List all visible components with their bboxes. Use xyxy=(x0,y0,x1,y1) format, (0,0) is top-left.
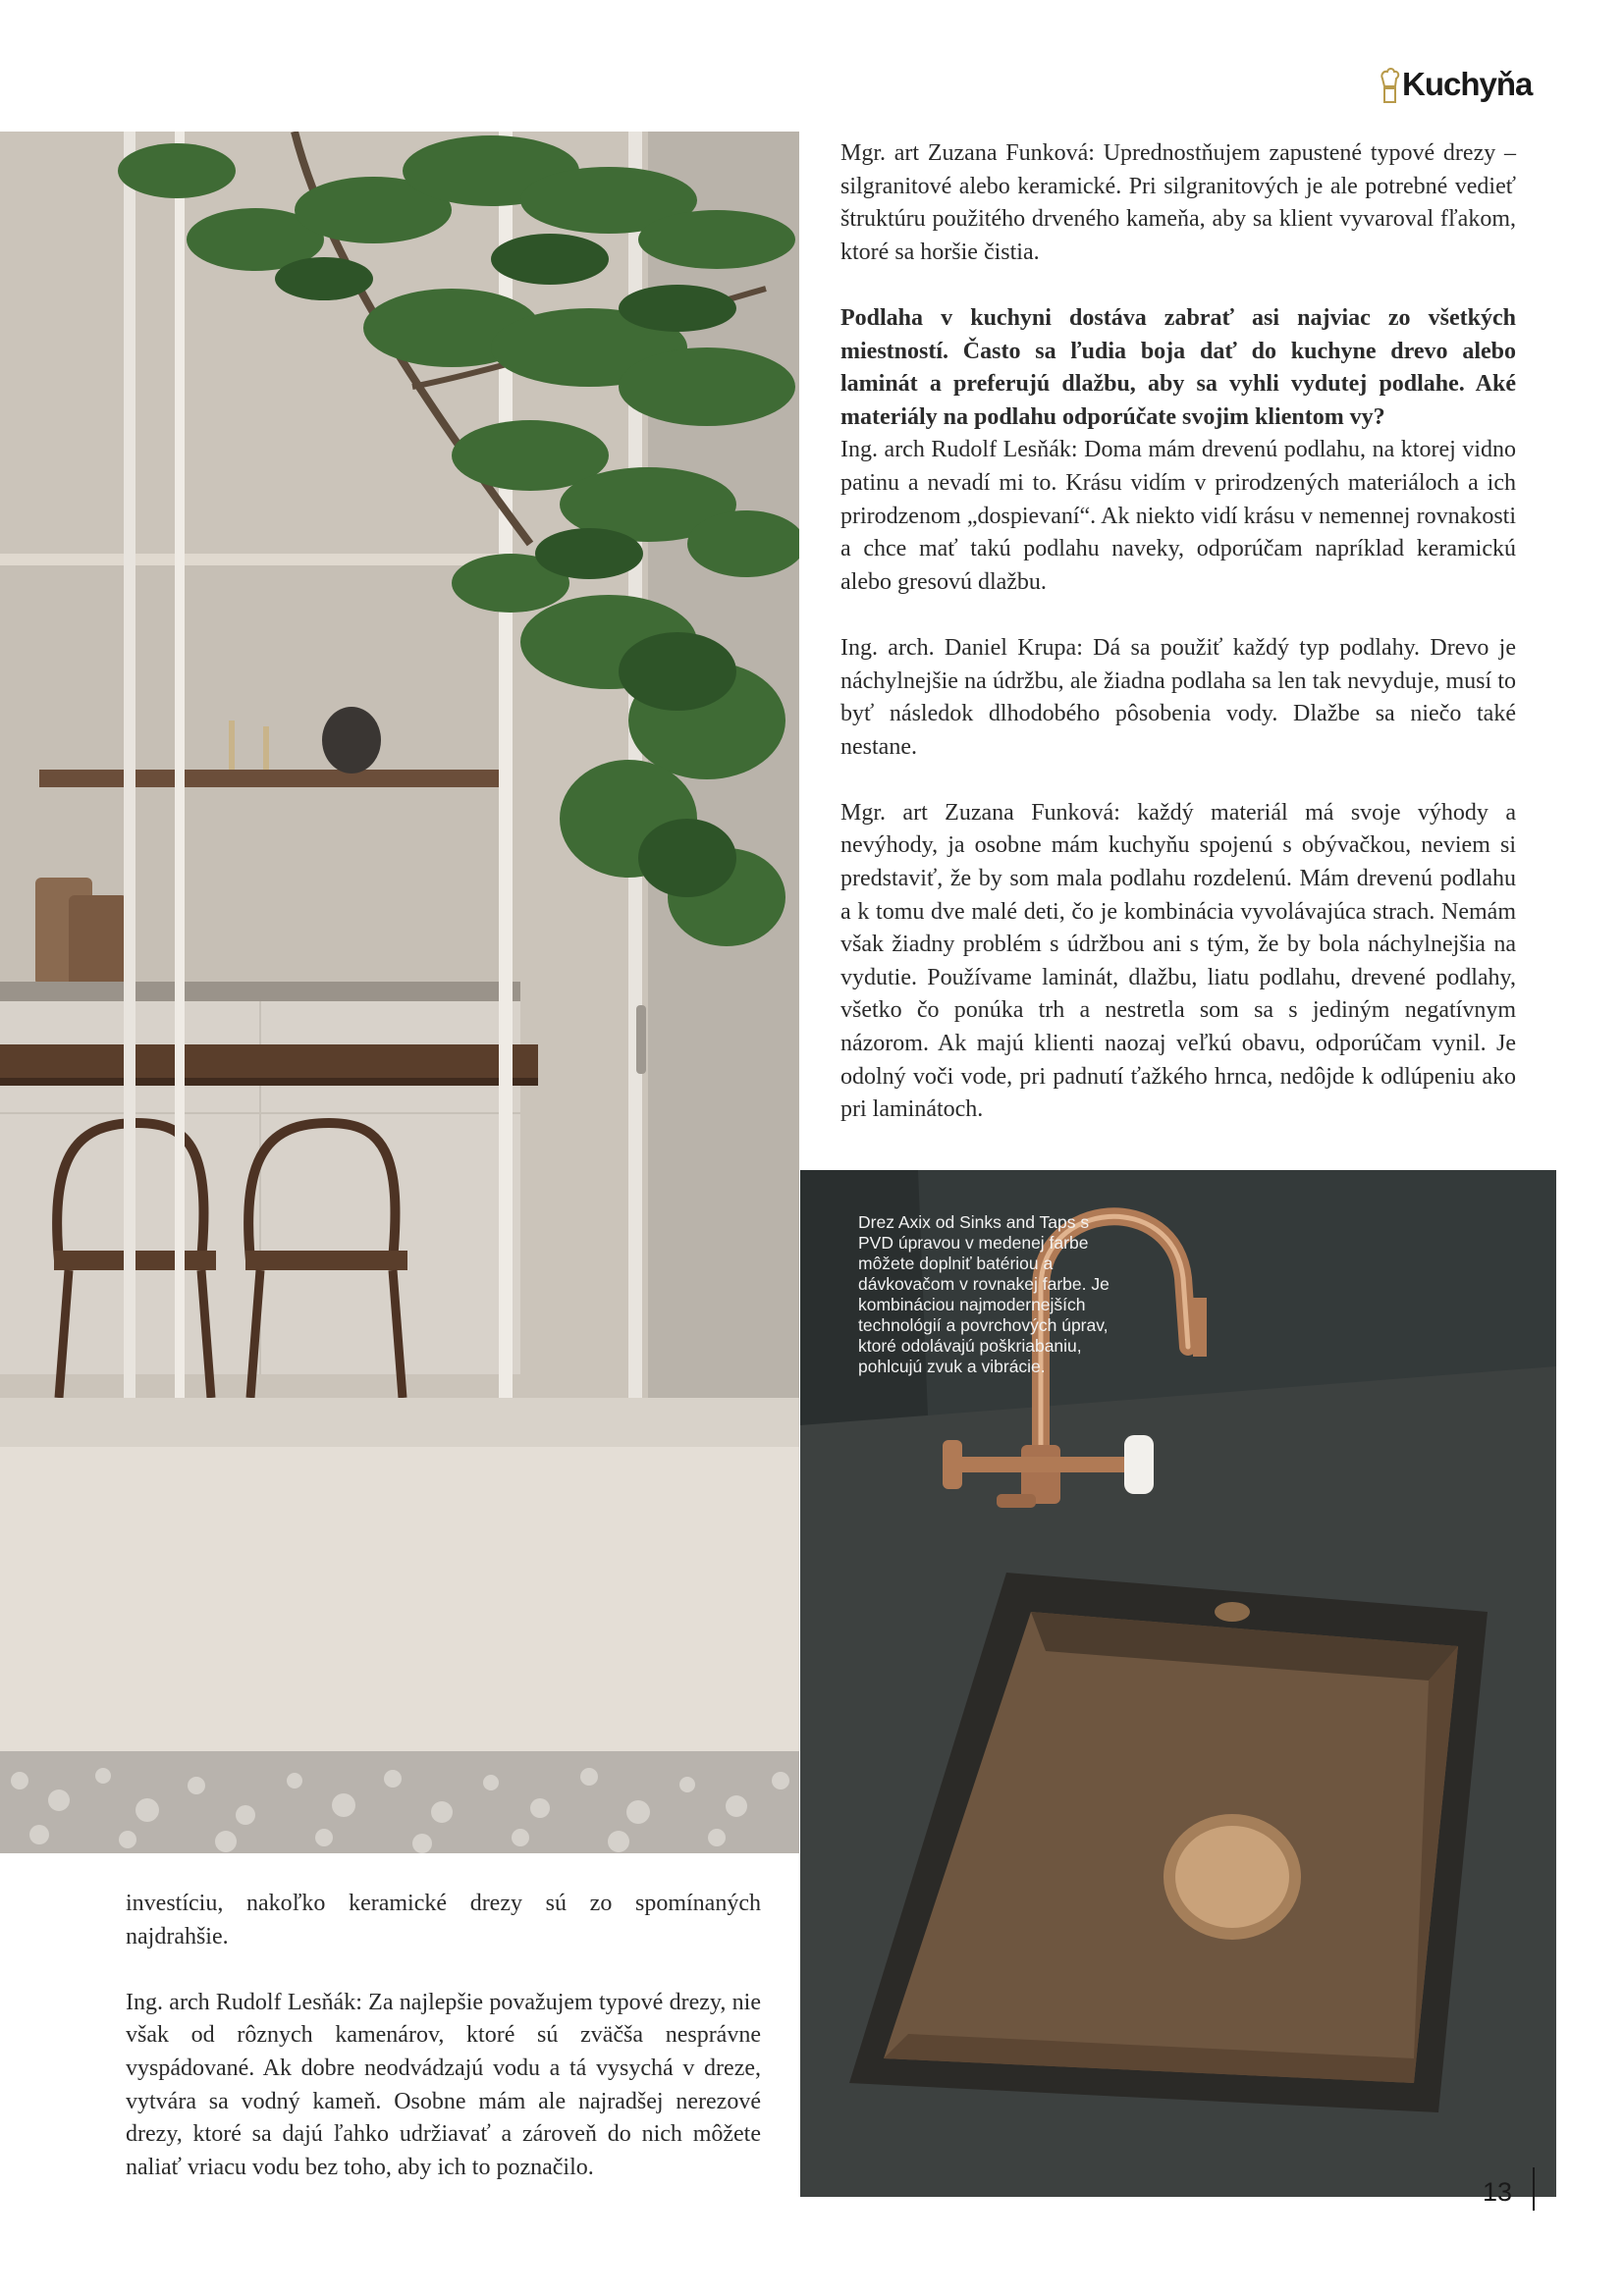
left-text-column xyxy=(126,1888,761,2217)
page-number: 13 xyxy=(1483,2177,1513,2207)
paragraph-krupa-floor: Ing. arch. Daniel Krupa: Dá sa použiť každý typ podlahy. Drevo je náchylnejšie na údržbu, ale žiadna podlaha sa len tak nevyduje, musí to byť následok dlhodobého pôsobenia vody. Dlažbe sa niečo také nestane. xyxy=(840,634,1516,760)
page-number-divider xyxy=(1533,2167,1535,2211)
photo-caption: Drez Axix od Sinks and Taps s PVD úpravou v medenej farbe môžete doplniť batériou a dávkovačom v rovnakej farbe. Je kombináciou najmodernejších technológií a povrchových úprav, ktoré odolávajú poškriabaniu, pohlcujú zvuk a vibrácie. xyxy=(858,1212,1110,1376)
paragraph-lesnak-sinks: Ing. arch Rudolf Lesňák: Za najlepšie považujem typové drezy, nie však od rôznych kamenárov, ktoré sú zväčša nesprávne vyspádované. Ak dobre neodvádzajú vodu a tá vysychá v dreze, vytvára sa vodný kameň. Osobne mám ale najradšej nerezové drezy, ktoré sa dajú ľahko udržiavať a zároveň do nich môžete naliať vriacu vodu bez toho, aby ich to poznačilo. xyxy=(126,1989,761,2180)
right-text-column xyxy=(840,137,1516,1159)
kitchen-interior-photo xyxy=(0,132,799,1853)
chef-hat-icon xyxy=(1379,65,1400,104)
paragraph-ceramic-continuation: investíciu, nakoľko keramické drezy sú zo spomínaných najdrahšie. xyxy=(126,1891,761,1949)
interview-question-floor: Podlaha v kuchyni dostáva zabrať asi najviac zo všetkých miestností. Často sa ľudia boja dať do kuchyne drevo alebo laminát a preferujú dlažbu, aby sa vyhli vydutej podlahe. Aké materiály na podlahu odporúčate svojim klientom vy? xyxy=(840,304,1516,430)
paragraph-funkova-sinks: Mgr. art Zuzana Funková: Uprednostňujem zapustené typové drezy – silgranitové alebo keramické. Pri silgranitových je ale potrebné vedieť štruktúru použitého drveného kameňa, aby sa klient vyvaroval fľakom, ktoré sa horšie čistia. xyxy=(840,140,1516,265)
paragraph-funkova-floor: Mgr. art Zuzana Funková: každý materiál má svoje výhody a nevýhody, ja osobne mám kuchyňu spojenú s obývačkou, neviem si predstaviť, že by som mala podlahu rozdelenú. Mám drevenú podlahu a k tomu dve malé deti, čo je kombinácia vyvolávajúca strach. Nemám však žiadny problém s údržbou ani s tým, že by bola náchylnejšia na vydutie. Používame laminát, dlažbu, liatu podlahu, drevené podlahy, všetko čo ponúka trh a nestretla som sa s jediným negatívnym názorom. Ak majú klienti naozaj veľkú obavu, odporúčam vynil. Je odolný voči vode, pri padnutí ťažkého hrnca, nedôjde k odlúpeniu ako pri laminátoch. xyxy=(840,799,1516,1123)
paragraph-lesnak-floor: Ing. arch Rudolf Lesňák: Doma mám drevenú podlahu, na ktorej vidno patinu a nevadí mi to. Krásu vidím v prirodzených materiáloch a ich prirodzenom „dospievaní“. Ak niekto vidí krásu v nemennej rovnakosti a chce mať takú podlahu naveky, odporúčam napríklad keramickú alebo gresovú dlažbu. xyxy=(840,437,1516,595)
magazine-logo xyxy=(1379,61,1532,108)
logo-text: Kuchyňa xyxy=(1402,66,1533,102)
